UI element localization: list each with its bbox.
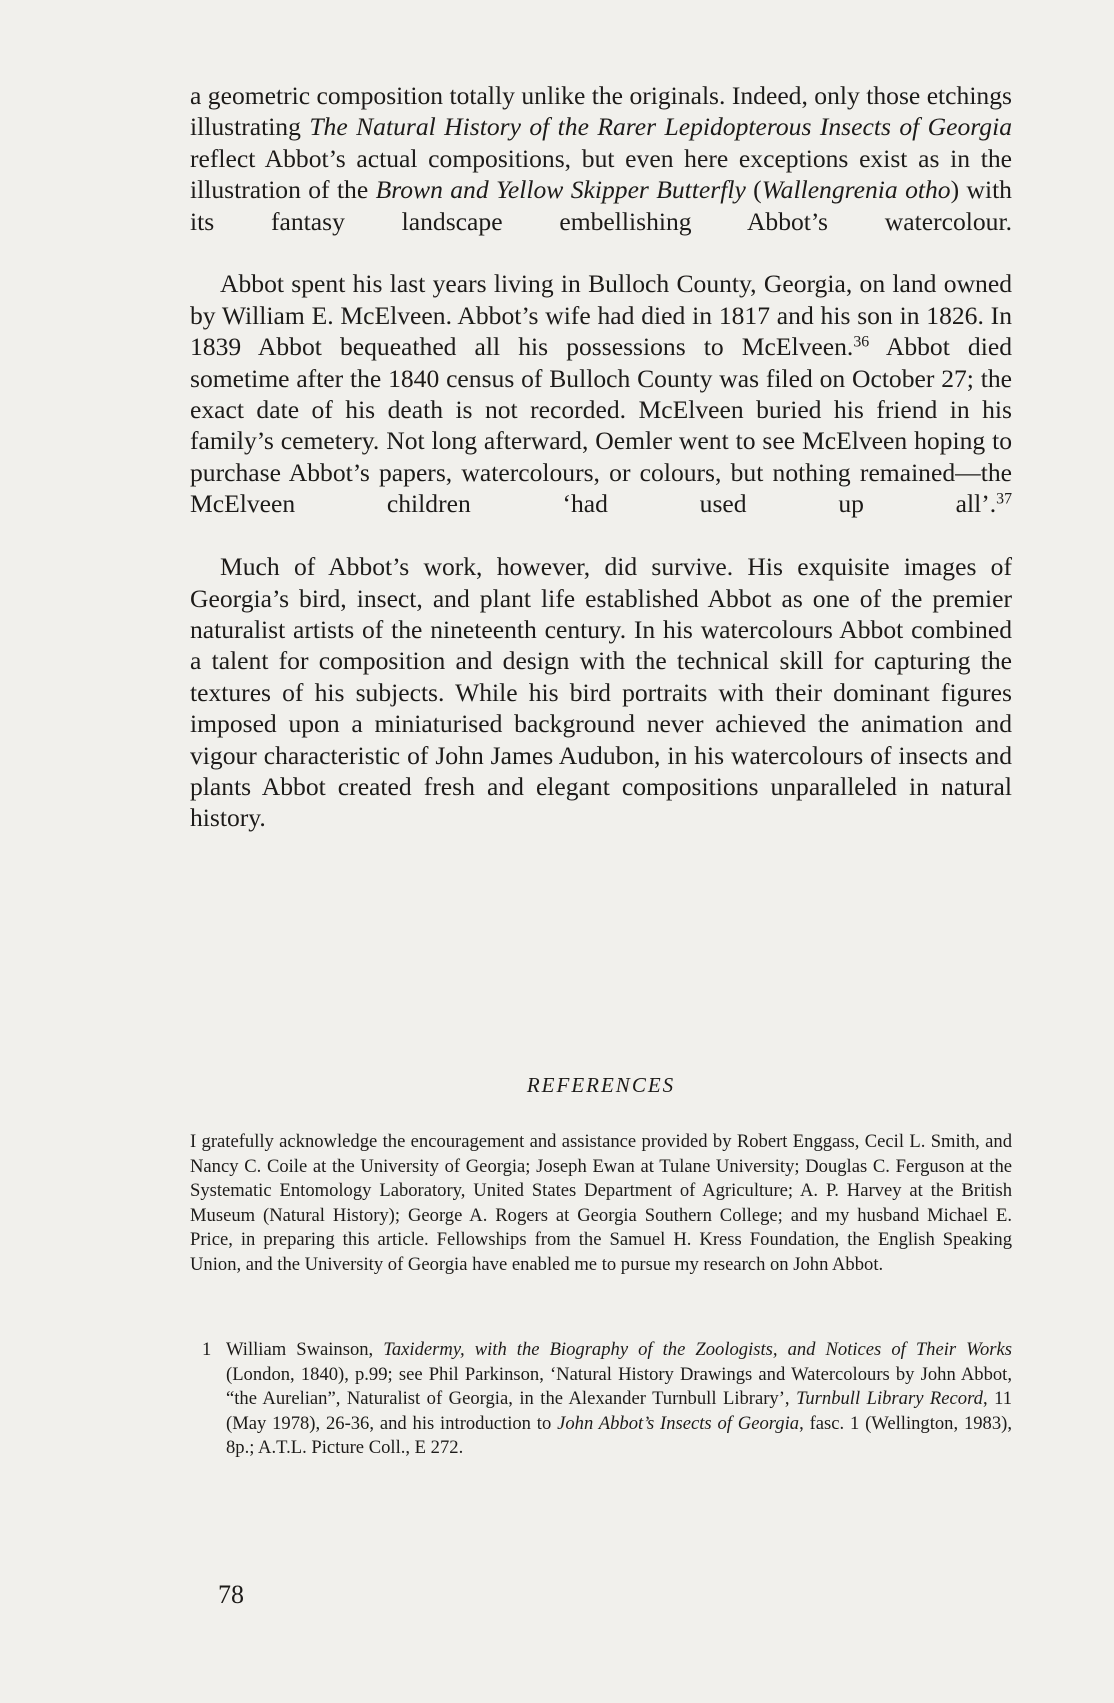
- paragraph-2: [190, 268, 1012, 551]
- text-run: (: [745, 175, 762, 205]
- text-run: Abbot died sometime after the 1840 census of Bulloch County was filed on October 27; the exact date of his death is not recorded. McElveen buried his friend in his family’s cemetery. Not long afterward, Oemler went to see McElveen hoping to purchase Abbot’s papers, watercolours, or colours, but nothing remained—the McElveen children ‘had used up all’.: [190, 332, 1012, 519]
- text-run: William Swainson,: [226, 1339, 384, 1360]
- footnote-ref-36: 36: [853, 333, 870, 351]
- cited-title: John Abbot’s Insects of Georgia: [557, 1412, 800, 1434]
- species-name: Wallengrenia otho: [761, 175, 951, 205]
- text-run: ) with its fantasy landscape embellishing Abbot’s watercolour.: [190, 175, 1012, 236]
- page-number: 78: [218, 1580, 244, 1609]
- footnote-list: [190, 1338, 1012, 1461]
- book-title: The Natural History of the Rarer Lepidopterous Insects of Georgia: [309, 112, 1012, 142]
- cited-journal: Turnbull Library Record: [796, 1388, 983, 1410]
- paragraph-3: Much of Abbot’s work, however, did survive. His exquisite images of Georgia’s bird, insect, and plant life established Abbot as one of the premier naturalist artists of the nineteenth century. In his watercolours Abbot combined a talent for composition and design with the technical skill for capturing the textures of his subjects. While his bird portraits with their dominant figures imposed upon a miniaturised background never achieved the animation and vigour characteristic of John James Audubon, in his watercolours of insects and plants Abbot created fresh and elegant compositions unparalleled in natural history.: [190, 552, 1012, 833]
- text-run: , fasc. 1 (Wellington, 1983), 8p.; A.T.L. Picture Coll., E 272.: [226, 1412, 1012, 1459]
- butterfly-common-name: Brown and Yellow Skipper Butterfly: [375, 175, 746, 205]
- text-run: , 11 (May 1978), 26-36, and his introduction to: [226, 1388, 1012, 1434]
- cited-title: Taxidermy, with the Biography of the Zoologists, and Notices of Their Works: [383, 1339, 1012, 1360]
- text-run: (London, 1840), p.99; see Phil Parkinson, ‘Natural History Drawings and Watercolours by John Abbot, “the Aurelian”, Naturalist of Georgia, in the Alexander Turnbull Library’,: [226, 1363, 1012, 1410]
- text-run: reflect Abbot’s actual compositions, but even here exceptions exist as in the illustration of the: [190, 143, 1012, 205]
- text-run: a geometric composition totally unlike the originals. Indeed, only those etchings illustrating: [190, 81, 1012, 142]
- footnote-ref-37: 37: [996, 490, 1012, 508]
- text-run: Abbot spent his last years living in Bulloch County, Georgia, on land owned by William E. McElveen. Abbot’s wife had died in 1817 and his son in 1826. In 1839 Abbot bequeathed all his possessions to McElveen.: [190, 269, 1012, 362]
- footnote-1: [190, 1338, 1012, 1461]
- references-heading: REFERENCES: [526, 1073, 676, 1097]
- footnote-number: 1: [202, 1339, 212, 1360]
- paragraph-1: [190, 80, 1012, 268]
- main-text: [190, 80, 1012, 834]
- acknowledgement: I gratefully acknowledge the encouragement and assistance provided by Robert Enggass, Cecil L. Smith, and Nancy C. Coile at the University of Georgia; Joseph Ewan at Tulane University; Douglas C. Ferguson at the Systematic Entomology Laboratory, United States Department of Agriculture; A. P. Harvey at the British Museum (Natural History); George A. Rogers at Georgia Southern College; and my husband Michael E. Price, in preparing this article. Fellowships from the Samuel H. Kress Foundation, the English Speaking Union, and the University of Georgia have enabled me to pursue my research on John Abbot.: [190, 1131, 1012, 1275]
